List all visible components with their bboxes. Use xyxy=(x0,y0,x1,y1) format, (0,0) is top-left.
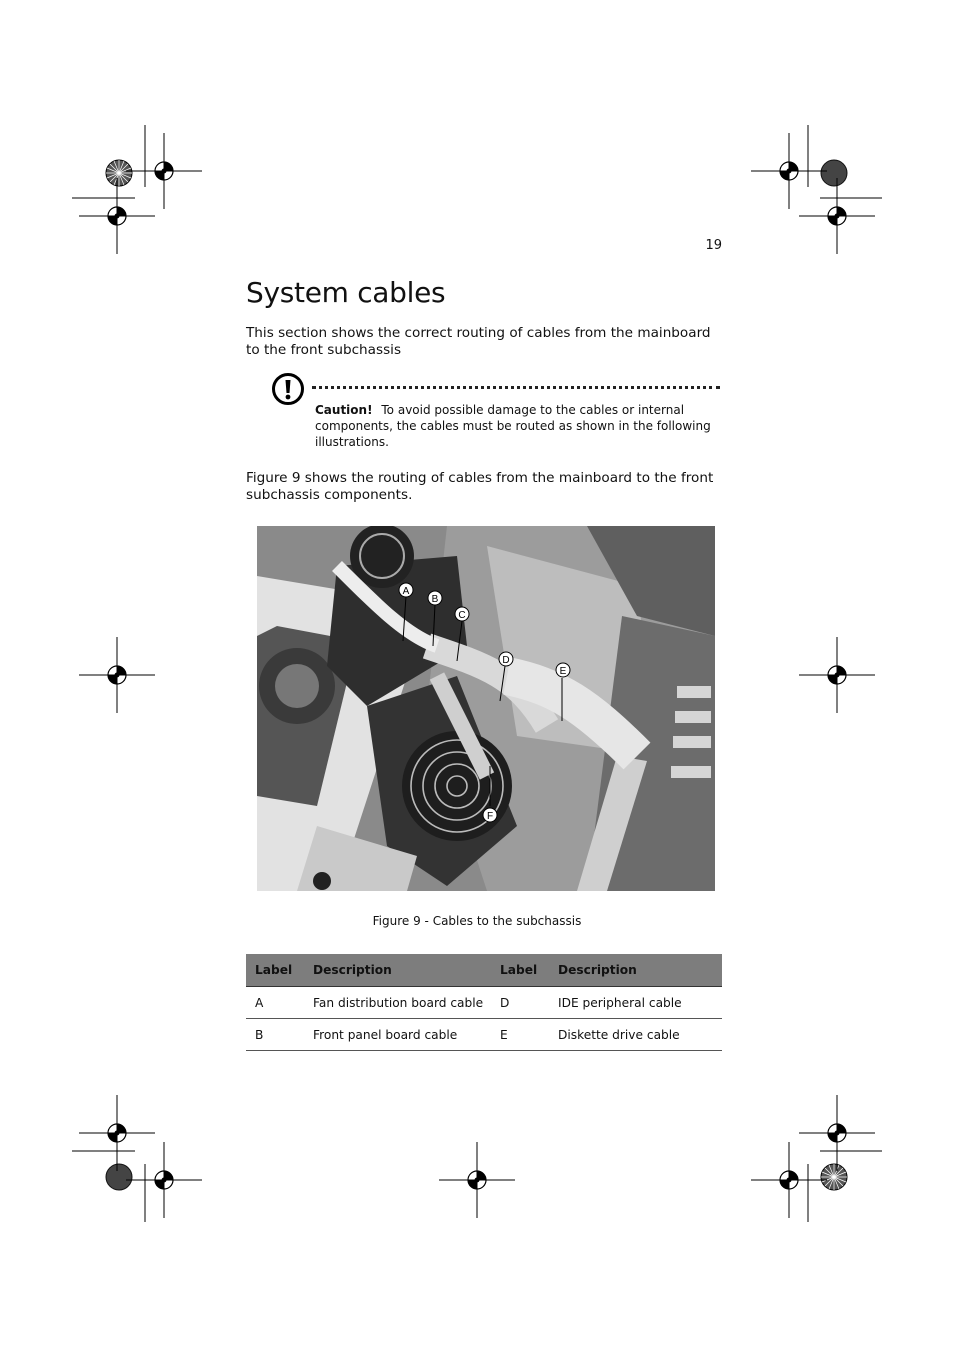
table-header-cell: Description xyxy=(304,954,491,987)
caution-divider xyxy=(312,386,720,389)
cable-label-table xyxy=(246,954,722,1051)
table-header-cell: Label xyxy=(491,954,549,987)
callout-c: C xyxy=(458,610,466,621)
caution-body: To avoid possible damage to the cables or internal components, the cables must be routed as shown in the following illustrations. xyxy=(315,403,711,449)
table-cell: Front panel board cable xyxy=(304,1019,491,1051)
callout-d: D xyxy=(502,655,510,666)
table-header-cell: Description xyxy=(549,954,722,987)
figure-intro-paragraph: Figure 9 shows the routing of cables from the mainboard to the front subchassis components. xyxy=(246,470,714,503)
table-header-row xyxy=(246,954,722,987)
table-cell: B xyxy=(246,1019,304,1051)
callout-f: F xyxy=(486,811,494,822)
table-row xyxy=(246,987,722,1019)
table-cell: Diskette drive cable xyxy=(549,1019,722,1051)
table-header-cell: Label xyxy=(246,954,304,987)
caution-label: Caution! xyxy=(315,403,373,417)
table-row xyxy=(246,1019,722,1051)
callout-b: B xyxy=(431,594,439,605)
table-cell: Fan distribution board cable xyxy=(304,987,491,1019)
page-title: System cables xyxy=(246,276,446,309)
callout-e: E xyxy=(559,666,567,677)
figure-caption: Figure 9 - Cables to the subchassis xyxy=(372,914,582,928)
callout-a: A xyxy=(402,586,410,597)
page-number: 19 xyxy=(705,238,722,253)
table-cell: E xyxy=(491,1019,549,1051)
table-cell: D xyxy=(491,987,549,1019)
caution-icon xyxy=(271,372,305,406)
table-cell: A xyxy=(246,987,304,1019)
caution-note xyxy=(315,402,721,450)
table-cell: IDE peripheral cable xyxy=(549,987,722,1019)
intro-paragraph: This section shows the correct routing of cables from the mainboard to the front subchassis xyxy=(246,325,711,358)
cable-routing-photo xyxy=(257,526,715,891)
